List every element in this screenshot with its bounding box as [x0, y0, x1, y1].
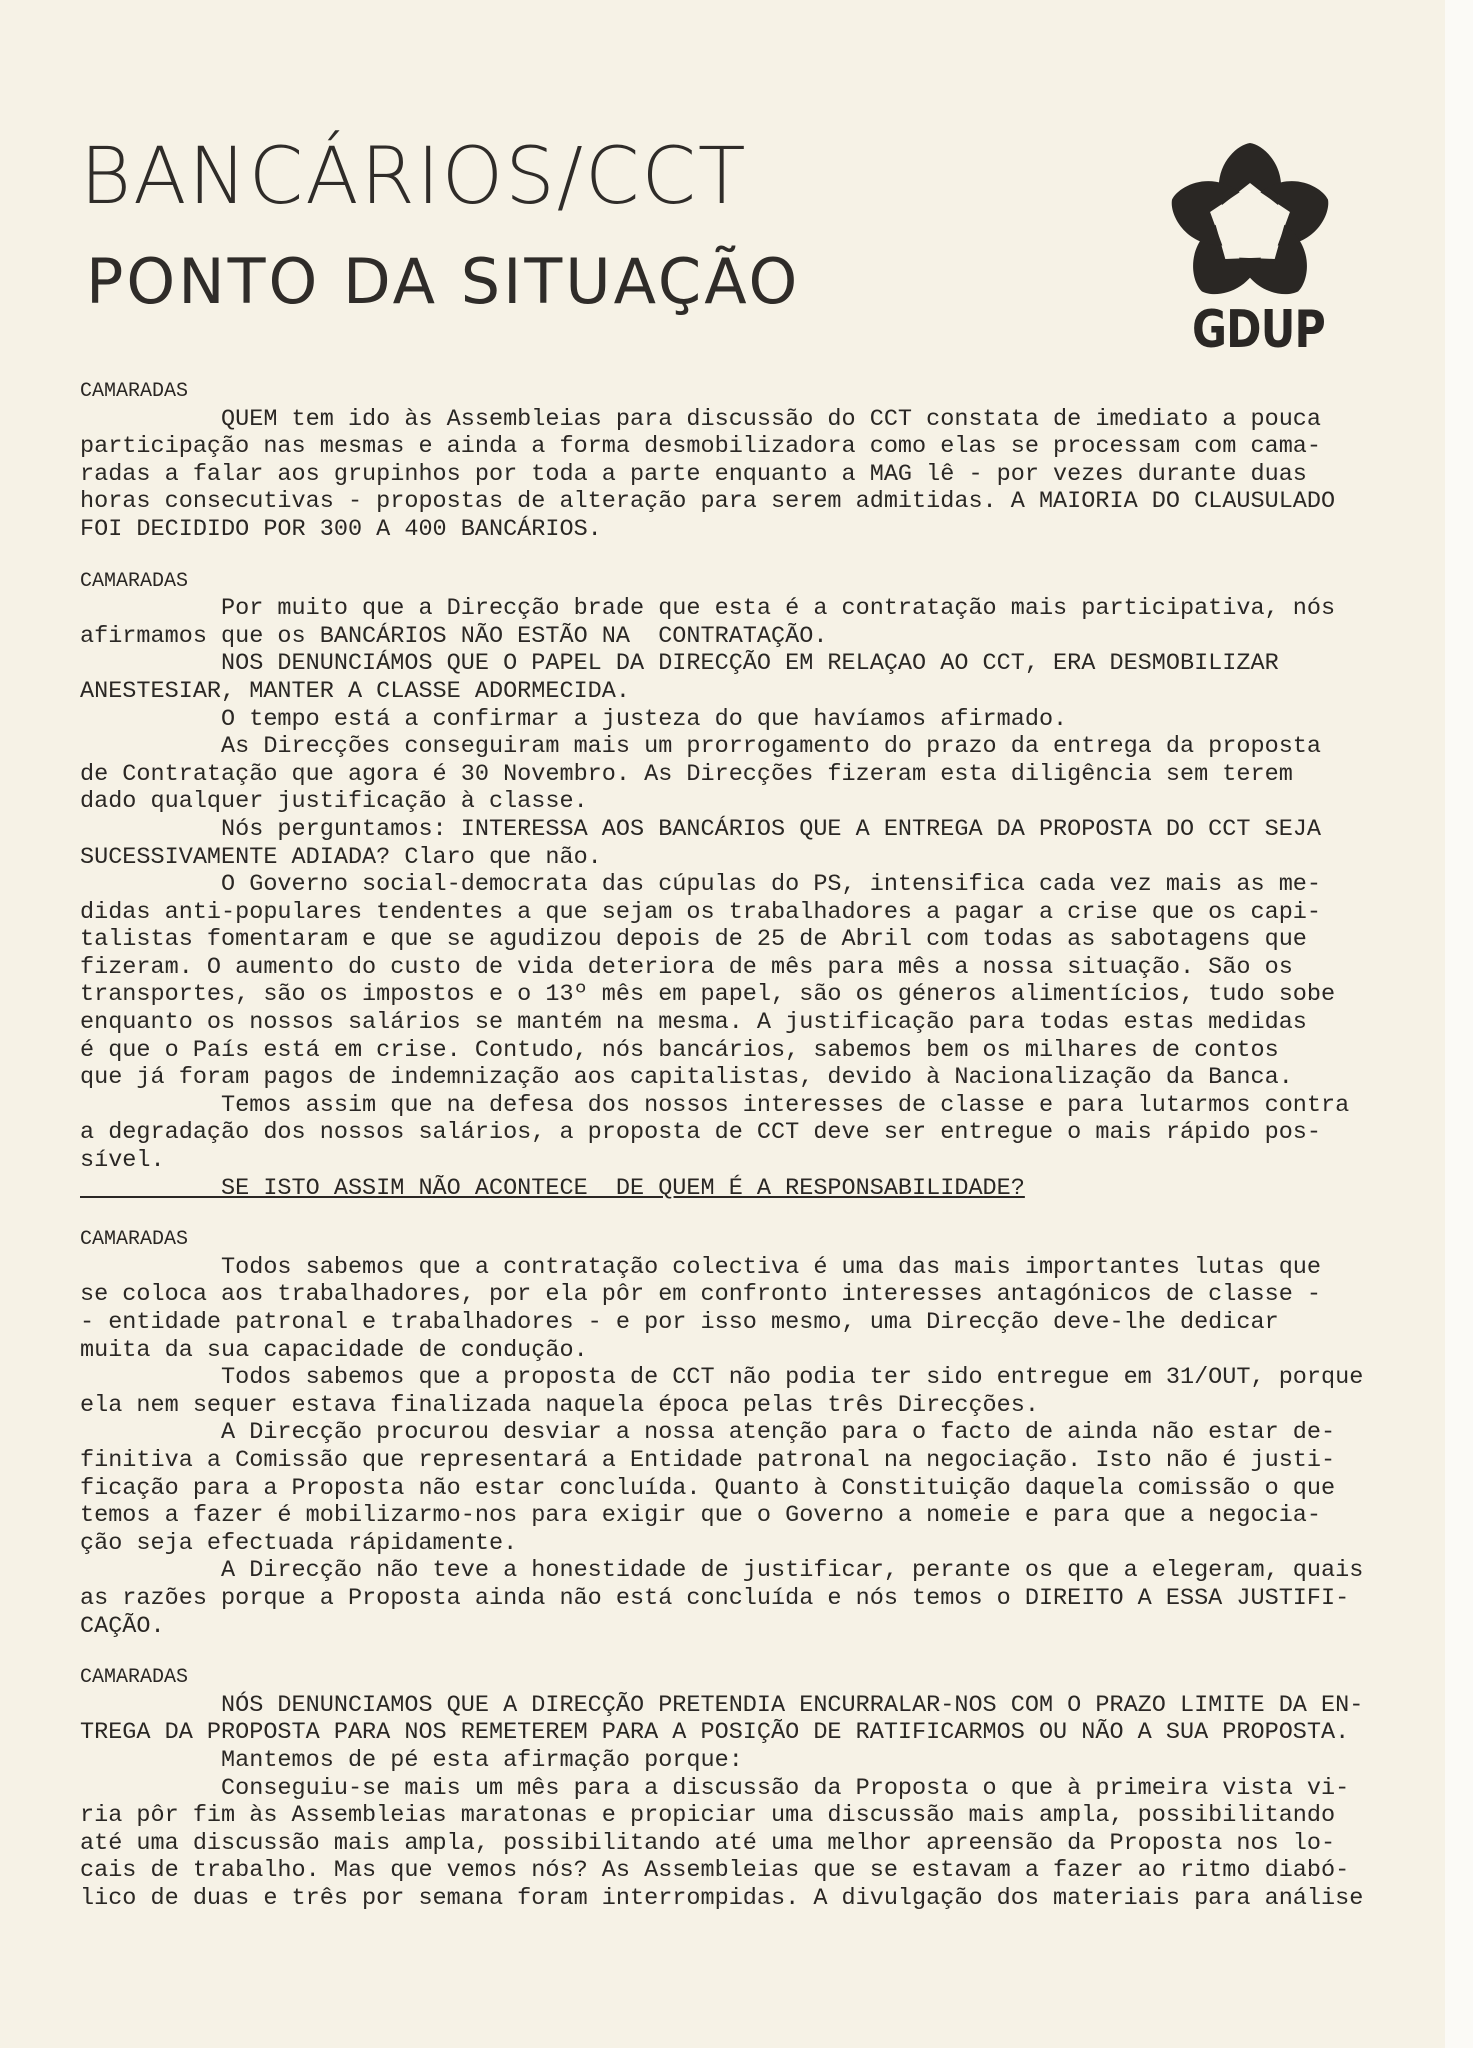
paragraph-gap: [80, 1202, 1390, 1226]
text-line: radas a falar aos grupinhos por toda a parte enquanto a MAG lê - por vezes durante duas: [80, 460, 1307, 488]
underlined-question: SE ISTO ASSIM NÃO ACONTECE DE QUEM É A RESPONSABILIDADE?: [80, 1174, 1025, 1202]
text-line: é que o País está em crise. Contudo, nós bancários, sabemos bem os milhares de contos: [80, 1036, 1279, 1064]
text-line: que já foram pagos de indemnização aos capitalistas, devido à Nacionalização da Banca.: [80, 1064, 1293, 1092]
text-line: A Direcção procurou desviar a nossa atenção para o facto de ainda não estar de-: [80, 1419, 1336, 1447]
text-line: NÓS DENUNCIAMOS QUE A DIRECÇÃO PRETENDIA ENCURRALAR-NOS COM O PRAZO LIMITE DA EN-: [80, 1691, 1364, 1719]
text-line: CAÇÃO.: [80, 1612, 165, 1640]
text-line: horas consecutivas - propostas de alteração para serem admitidas. A MAIORIA DO CLAUSULADO: [80, 488, 1336, 516]
text-line: fizeram. O aumento do custo de vida deteriora de mês para mês a nossa situação. São os: [80, 953, 1293, 981]
page-edge: [1445, 0, 1473, 2048]
text-line: lico de duas e três por semana foram interrompidas. A divulgação dos materiais para análise: [80, 1884, 1364, 1912]
text-line: O Governo social-democrata das cúpulas do PS, intensifica cada vez mais as me-: [80, 871, 1322, 899]
text-line: afirmamos que os BANCÁRIOS NÃO ESTÃO NA CONTRATAÇÃO.: [80, 622, 828, 650]
text-line: transportes, são os impostos e o 13º mês em papel, são os géneros alimentícios, tudo sobe: [80, 981, 1336, 1009]
text-line: dado qualquer justificação à classe.: [80, 788, 588, 816]
text-line: enquanto os nossos salários se mantém na mesma. A justificação para todas estas medidas: [80, 1009, 1307, 1037]
text-line: O tempo está a confirmar a justeza do que havíamos afirmado.: [80, 705, 1068, 733]
text-line: Por muito que a Direcção brade que esta é a contratação mais participativa, nós: [80, 595, 1336, 623]
text-line: a degradação dos nossos salários, a proposta de CCT deve ser entregue o mais rápido pos-: [80, 1119, 1322, 1147]
text-line: se coloca aos trabalhadores, por ela pôr em confronto interesses antagónicos de classe -: [80, 1281, 1322, 1309]
text-line: talistas fomentaram e que se agudizou depois de 25 de Abril com todas as sabotagens que: [80, 926, 1307, 954]
text-line: participação nas mesmas e ainda a forma desmobilizadora como elas se processam com cama-: [80, 433, 1322, 461]
text-line: até uma discussão mais ampla, possibilitando até uma melhor apreensão da Proposta nos lo-: [80, 1829, 1336, 1857]
text-line: ANESTESIAR, MANTER A CLASSE ADORMECIDA.: [80, 677, 630, 705]
text-line: A Direcção não teve a honestidade de justificar, perante os que a elegeram, quais: [80, 1557, 1364, 1585]
text-line: Conseguiu-se mais um mês para a discussão da Proposta o que à primeira vista vi-: [80, 1774, 1350, 1802]
text-line: muita da sua capacidade de condução.: [80, 1336, 588, 1364]
title-line-2: PONTO DA SITUAÇÃO: [86, 245, 801, 318]
section-heading: CAMARADAS: [80, 380, 189, 403]
text-line: ela nem sequer estava finalizada naquela época pelas três Direcções.: [80, 1391, 1039, 1419]
paragraph-gap: [80, 1640, 1390, 1664]
text-line: Nós perguntamos: INTERESSA AOS BANCÁRIOS QUE A ENTREGA DA PROPOSTA DO CCT SEJA: [80, 815, 1322, 843]
leaflet-body: [80, 378, 1390, 1912]
text-line: ção seja efectuada rápidamente.: [80, 1529, 518, 1557]
text-line: finitiva a Comissão que representará a Entidade patronal na negociação. Isto não é justi-: [80, 1446, 1336, 1474]
text-line: as razões porque a Proposta ainda não está concluída e nós temos o DIREITO A ESSA JUSTIFI-: [80, 1584, 1350, 1612]
text-line: didas anti-populares tendentes a que sejam os trabalhadores a pagar a crise que os capi-: [80, 898, 1322, 926]
text-line: TREGA DA PROPOSTA PARA NOS REMETEREM PARA A POSIÇÃO DE RATIFICARMOS OU NÃO A SUA PROPOSTA.: [80, 1719, 1350, 1747]
text-line: ficação para a Proposta não estar concluída. Quanto à Constituição daquela comissão o que: [80, 1474, 1336, 1502]
text-line: SUCESSIVAMENTE ADIADA? Claro que não.: [80, 843, 602, 871]
text-line: NOS DENUNCIÁMOS QUE O PAPEL DA DIRECÇÃO EM RELAÇAO AO CCT, ERA DESMOBILIZAR: [80, 650, 1279, 678]
text-line: QUEM tem ido às Assembleias para discussão do CCT constata de imediato a pouca: [80, 405, 1322, 433]
section-heading: CAMARADAS: [80, 1666, 189, 1690]
paragraph-gap: [80, 544, 1390, 568]
section-heading: CAMARADAS: [80, 569, 189, 593]
text-line: ria pôr fim às Assembleias maratonas e propiciar uma discussão mais ampla, possibilitando: [80, 1802, 1336, 1830]
text-line: Mantemos de pé esta afirmação porque:: [80, 1746, 743, 1774]
text-line: - entidade patronal e trabalhadores - e por isso mesmo, uma Direcção deve-lhe dedicar: [80, 1309, 1279, 1336]
text-line: FOI DECIDIDO POR 300 A 400 BANCÁRIOS.: [80, 515, 602, 543]
section-heading: CAMARADAS: [80, 1228, 189, 1252]
text-line: Todos sabemos que a contratação colectiva é uma das mais importantes lutas que: [80, 1253, 1322, 1281]
text-line: sível.: [80, 1147, 165, 1175]
text-line: temos a fazer é mobilizarmo-nos para exigir que o Governo a nomeie e para que a negocia-: [80, 1502, 1322, 1530]
text-line: Todos sabemos que a proposta de CCT não podia ter sido entregue em 31/OUT, porque: [80, 1364, 1364, 1392]
text-line: Temos assim que na defesa dos nossos interesses de classe e para lutarmos contra: [80, 1091, 1350, 1119]
text-line: de Contratação que agora é 30 Novembro. As Direcções fizeram esta diligência sem terem: [80, 760, 1293, 788]
logo-text: GDUP: [1192, 300, 1325, 360]
title-line-1: BANCÁRIOS/CCT: [80, 132, 748, 222]
text-line: cais de trabalho. Mas que vemos nós? As Assembleias que se estavam a fazer ao ritmo diabó-: [80, 1857, 1350, 1885]
text-line: As Direcções conseguiram mais um prorrogamento do prazo da entrega da proposta: [80, 733, 1322, 761]
